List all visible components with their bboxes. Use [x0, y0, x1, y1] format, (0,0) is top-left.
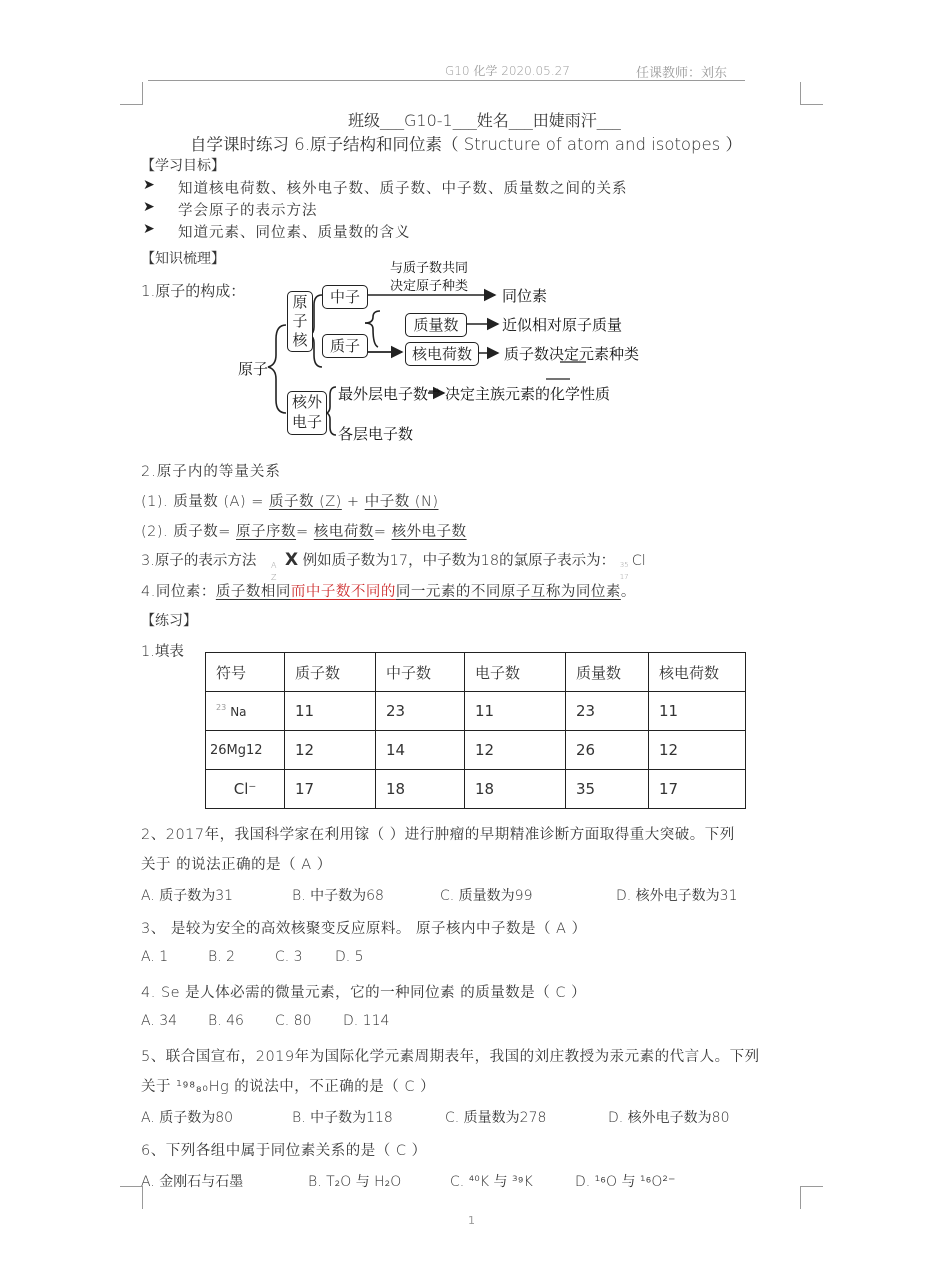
notation-example-mass: 35: [619, 561, 629, 569]
q6-option: D. ¹⁶O 与 ¹⁶O²⁻: [575, 1174, 676, 1190]
practice-q1: 1.填表: [141, 644, 184, 660]
isotope-mutual: 互称为同位素: [530, 584, 621, 600]
isotope-prefix: 4.同位素：: [141, 584, 216, 600]
equation-1: [141, 490, 438, 511]
bullet-arrow-icon: ➤: [143, 199, 155, 215]
q4-option: C. 80: [275, 1013, 312, 1029]
arrow-icon: →: [428, 382, 441, 400]
equation-1-neutrons: 中子数 (N): [364, 494, 439, 510]
q2-option: D. 核外电子数为31: [616, 888, 738, 904]
q3-option: B. 2: [208, 949, 235, 965]
knowledge-item-1: 1.原子的构成：: [141, 282, 246, 300]
equation-1-plus: +: [341, 494, 365, 510]
page-number: 1: [468, 1214, 475, 1227]
corner-mark-top-left: [120, 82, 143, 105]
table-cell: 26: [566, 731, 649, 770]
fill-table: [205, 652, 746, 809]
page-title: 自学课时练习 6.原子结构和同位素（ Structure of atom and isotopes ）: [190, 135, 742, 154]
table-header-cell: 电子数: [465, 653, 566, 692]
header-teacher: 任课教师：刘东: [636, 66, 728, 81]
table-cell-symbol: 26Mg12: [206, 731, 285, 770]
table-row: [206, 731, 746, 770]
equation-2-electrons: 核外电子数: [391, 524, 467, 540]
diagram-atom-label: 原子: [238, 360, 269, 378]
q5-option: A. 质子数为80: [141, 1110, 234, 1126]
table-header-cell: 核电荷数: [649, 653, 746, 692]
diagram-neutron-box: 中子: [322, 285, 368, 309]
notation-prefix: 3.原子的表示方法: [141, 553, 257, 569]
objective-item: 知道元素、同位素、质量数的含义: [178, 225, 411, 241]
header-course-date: G10 化学 2020.05.27: [445, 64, 570, 78]
q5-option: C. 质量数为278: [445, 1110, 547, 1126]
table-cell: 23: [376, 692, 465, 731]
diagram-note-2: 决定原子种类: [390, 279, 469, 294]
isotope-end: 。: [620, 584, 636, 600]
table-cell-symbol: Cl⁻: [206, 770, 285, 809]
corner-mark-bottom-right: [800, 1186, 823, 1209]
table-header-cell: 中子数: [376, 653, 465, 692]
table-cell-symbol: $^{23}$ Na: [206, 692, 285, 731]
q6-option: B. T₂O 与 H₂O: [308, 1174, 402, 1190]
diagram-nucleus-box: 原 子 核: [287, 291, 313, 352]
student-info: 班级___G10-1___姓名___田婕雨汗___: [348, 111, 621, 130]
q6-option: A. 金刚石与石墨: [141, 1174, 244, 1190]
objectives-heading: 【学习目标】: [141, 158, 225, 174]
isotope-same-protons: 质子数相同: [215, 584, 291, 600]
q3-line: 3、 是较为安全的高效核聚变反应原料。 原子核内中子数是（ A ）: [141, 921, 587, 937]
q3-option: A. 1: [141, 949, 169, 965]
q4-option: A. 34: [141, 1013, 178, 1029]
diagram-proton-box: 质子: [322, 334, 368, 358]
notation-example-text: 例如质子数为17，中子数为18的氯原子表示为：: [302, 553, 616, 569]
q6-line: 6、下列各组中属于同位素关系的是（ C ）: [141, 1143, 427, 1159]
q2-option: C. 质量数为99: [440, 888, 533, 904]
knowledge-heading: 【知识梳理】: [141, 251, 225, 267]
equation-1-prefix: (1). 质量数 (A) =: [141, 494, 269, 510]
header-rule: [148, 80, 745, 81]
notation-symbol: X: [284, 550, 299, 570]
equation-2: [141, 520, 467, 541]
table-cell: 17: [649, 770, 746, 809]
table-header-row: [206, 653, 746, 692]
q5-option: B. 中子数为118: [292, 1110, 393, 1126]
knowledge-item-3: [141, 549, 646, 582]
table-cell: 12: [465, 731, 566, 770]
knowledge-item-4: [141, 580, 636, 601]
notation-atomic-number: Z: [270, 573, 277, 582]
corner-mark-top-right: [800, 82, 823, 105]
equation-2-nuclear-charge: 核电荷数: [313, 524, 374, 540]
notation-example-symbol: Cl: [631, 553, 646, 569]
q6-option: C. ⁴⁰K 与 ³⁹K: [450, 1174, 533, 1190]
objective-item: 学会原子的表示方法: [178, 203, 318, 219]
diagram-decides-element-label: 质子数决定元素种类: [504, 345, 640, 363]
table-cell: 11: [285, 692, 376, 731]
q3-option: C. 3: [275, 949, 303, 965]
isotope-different-neutrons: 而中子数不同的: [290, 584, 396, 600]
equation-2-eq: =: [373, 524, 387, 540]
q5-line-1: 5、联合国宣布，2019年为国际化学元素周期表年，我国的刘庄教授为汞元素的代言人。下列: [141, 1049, 760, 1065]
q4-line: 4. Se 是人体必需的微量元素，它的一种同位素 的质量数是（ C ）: [141, 985, 587, 1001]
diagram-nuclear-charge-box: 核电荷数: [405, 342, 479, 366]
objective-item: 知道核电荷数、核外电子数、质子数、中子数、质量数之间的关系: [178, 181, 628, 197]
q2-line-1: 2、2017年，我国科学家在利用镓（ ）进行肿瘤的早期精准诊断方面取得重大突破。下列: [141, 827, 735, 843]
table-cell: 18: [376, 770, 465, 809]
diagram-outer-electrons-label: 最外层电子数: [338, 385, 429, 403]
corner-mark-bottom-left: [120, 1186, 143, 1209]
notation-example-atomic: 17: [619, 573, 629, 581]
table-header-cell: 质子数: [285, 653, 376, 692]
q2-line-2: 关于 的说法正确的是（ A ）: [141, 857, 332, 873]
q3-option: D. 5: [335, 949, 364, 965]
table-header-cell: 符号: [206, 653, 285, 692]
diagram-note-1: 与质子数共同: [390, 261, 469, 276]
table-cell: 12: [285, 731, 376, 770]
diagram-isotope-label: 同位素: [502, 287, 548, 305]
q2-option: A. 质子数为31: [141, 888, 234, 904]
bullet-arrow-icon: ➤: [143, 177, 155, 193]
notation-mass-number: A: [270, 561, 277, 570]
table-cell: 35: [566, 770, 649, 809]
q2-option: B. 中子数为68: [292, 888, 384, 904]
equation-1-protons: 质子数 (Z): [268, 494, 342, 510]
q5-option: D. 核外电子数为80: [608, 1110, 730, 1126]
equation-2-prefix: (2). 质子数=: [141, 524, 237, 540]
table-cell: 11: [649, 692, 746, 731]
bullet-arrow-icon: ➤: [143, 221, 155, 237]
table-cell: 12: [649, 731, 746, 770]
table-cell: 11: [465, 692, 566, 731]
table-row: [206, 770, 746, 809]
q4-option: D. 114: [343, 1013, 390, 1029]
knowledge-item-2: 2.原子内的等量关系: [141, 464, 281, 480]
diagram-chem-props-label: 决定主族元素的化学性质: [445, 385, 611, 403]
q5-line-2: 关于 ¹⁹⁸₈₀Hg 的说法中，不正确的是（ C ）: [141, 1079, 436, 1095]
diagram-electrons-box: 核外 电子: [287, 391, 327, 435]
table-cell: 17: [285, 770, 376, 809]
diagram-approx-mass-label: 近似相对原子质量: [502, 316, 623, 334]
diagram-mass-number-box: 质量数: [405, 313, 467, 337]
table-cell: 23: [566, 692, 649, 731]
isotope-same-element: 同一元素的不同原子: [395, 584, 531, 600]
practice-heading: 【练习】: [141, 613, 197, 629]
equation-2-atomic-number: 原子序数: [236, 524, 297, 540]
table-cell: 18: [465, 770, 566, 809]
q4-option: B. 46: [208, 1013, 244, 1029]
equation-2-eq: =: [296, 524, 309, 540]
table-row: [206, 692, 746, 731]
table-header-cell: 质量数: [566, 653, 649, 692]
table-cell: 14: [376, 731, 465, 770]
diagram-layer-electrons-label: 各层电子数: [338, 425, 414, 443]
